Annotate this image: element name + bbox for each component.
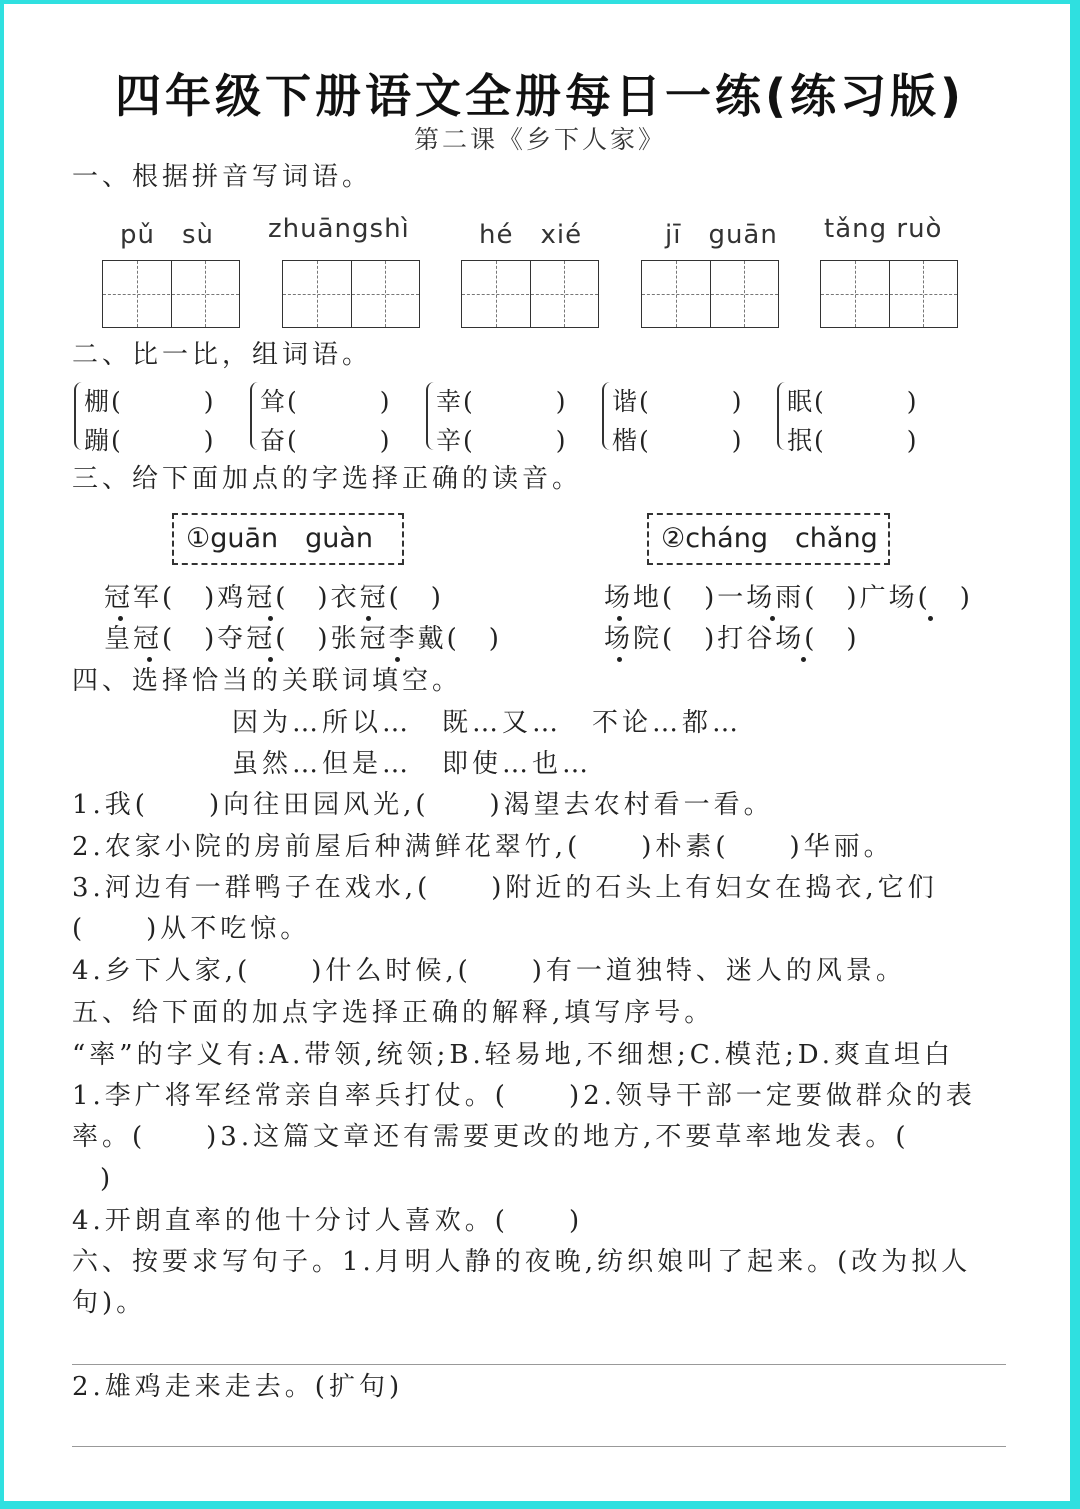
guan-row-2[interactable]: 皇冠( )夺冠( )张冠李戴( )	[104, 624, 502, 654]
section-3-heading: 三、给下面加点的字选择正确的读音。	[72, 464, 583, 494]
writing-grid-1[interactable]	[102, 260, 240, 328]
sentence-question-2: 2.雄鸡走来走去。(扩句)	[72, 1372, 404, 1402]
pair-2-bottom[interactable]: 奋( )	[260, 426, 392, 455]
writing-grid-3[interactable]	[461, 260, 599, 328]
conjunction-question-2[interactable]: 2.农家小院的房前屋后种满鲜花翠竹,( )朴素( )华丽。	[72, 832, 894, 862]
emphasis-dot	[268, 616, 273, 621]
conjunction-words-row-2: 虽然…但是… 即使…也…	[232, 749, 593, 779]
emphasis-dot	[395, 657, 400, 662]
pinyin-4: jī guān	[665, 220, 778, 250]
section-1-heading: 一、根据拼音写词语。	[72, 162, 373, 192]
pinyin-3: hé xié	[479, 220, 583, 250]
conjunction-question-1[interactable]: 1.我( )向往田园风光,( )渴望去农村看一看。	[72, 790, 774, 820]
emphasis-dot	[770, 616, 775, 621]
reading-options-1: ①guān guàn	[172, 513, 404, 565]
pair-brace-1	[74, 382, 84, 450]
emphasis-dot	[366, 616, 371, 621]
emphasis-dot	[617, 657, 622, 662]
pair-3-top[interactable]: 幸( )	[436, 387, 568, 416]
emphasis-dot	[928, 616, 933, 621]
answer-line-1[interactable]	[72, 1364, 1006, 1365]
pair-1-bottom[interactable]: 蹦( )	[84, 426, 216, 455]
pair-4-bottom[interactable]: 楷( )	[612, 426, 744, 455]
section-6-heading: 六、按要求写句子。1.月明人静的夜晚,纺织娘叫了起来。(改为拟人	[72, 1247, 972, 1277]
page-title: 四年级下册语文全册每日一练(练习版)	[114, 69, 966, 123]
pinyin-5: tǎng ruò	[824, 214, 943, 244]
section-5-heading: 五、给下面的加点字选择正确的解释,填写序号。	[72, 998, 715, 1028]
lv-meanings: “率”的字义有:A.带领,统领;B.轻易地,不细想;C.模范;D.爽直坦白	[72, 1040, 954, 1070]
chang-row-2[interactable]: 场院( )打谷场( )	[604, 624, 860, 654]
section-6-heading-cont: 句)。	[72, 1288, 147, 1318]
conjunction-question-3[interactable]: 3.河边有一群鸭子在戏水,( )附近的石头上有妇女在捣衣,它们	[72, 873, 938, 903]
conjunction-words-row-1: 因为…所以… 既…又… 不论…都…	[232, 708, 743, 738]
pair-brace-4	[602, 382, 612, 450]
pair-2-top[interactable]: 耸( )	[260, 387, 392, 416]
meaning-question-4[interactable]: 4.开朗直率的他十分讨人喜欢。( )	[72, 1206, 584, 1236]
meaning-question-3-end: )	[100, 1164, 115, 1194]
conjunction-question-4[interactable]: 4.乡下人家,( )什么时候,( )有一道独特、迷人的风景。	[72, 956, 906, 986]
pair-5-top[interactable]: 眠( )	[787, 387, 919, 416]
writing-grid-5[interactable]	[820, 260, 958, 328]
pair-brace-3	[426, 382, 436, 450]
conjunction-question-3-cont[interactable]: ( )从不吃惊。	[72, 914, 311, 944]
emphasis-dot	[801, 657, 806, 662]
pair-3-bottom[interactable]: 辛( )	[436, 426, 568, 455]
pinyin-2: zhuāngshì	[268, 214, 410, 244]
pair-brace-5	[777, 382, 787, 450]
pair-1-top[interactable]: 棚( )	[84, 387, 216, 416]
emphasis-dot	[118, 616, 123, 621]
lesson-subtitle: 第二课《乡下人家》	[413, 125, 666, 154]
pinyin-1: pǔ sù	[120, 220, 215, 250]
emphasis-dot	[147, 657, 152, 662]
section-4-heading: 四、选择恰当的关联词填空。	[72, 666, 463, 696]
emphasis-dot	[617, 616, 622, 621]
pair-5-bottom[interactable]: 抿( )	[787, 426, 919, 455]
guan-row-1[interactable]: 冠军( )鸡冠( )衣冠( )	[104, 583, 444, 613]
writing-grid-4[interactable]	[641, 260, 779, 328]
section-2-heading: 二、比一比，组词语。	[72, 340, 373, 370]
chang-row-1[interactable]: 场地( )一场雨( )广场( )	[604, 583, 973, 613]
meaning-question-2-3[interactable]: 率。( )3.这篇文章还有需要更改的地方,不要草率地发表。(	[72, 1122, 910, 1152]
pair-4-top[interactable]: 谐( )	[612, 387, 744, 416]
answer-line-2[interactable]	[72, 1446, 1006, 1447]
writing-grid-2[interactable]	[282, 260, 420, 328]
meaning-question-1-2[interactable]: 1.李广将军经常亲自率兵打仗。( )2.领导干部一定要做群众的表	[72, 1081, 976, 1111]
pair-brace-2	[250, 382, 260, 450]
reading-options-2: ②cháng chǎng	[647, 513, 890, 565]
emphasis-dot	[268, 657, 273, 662]
